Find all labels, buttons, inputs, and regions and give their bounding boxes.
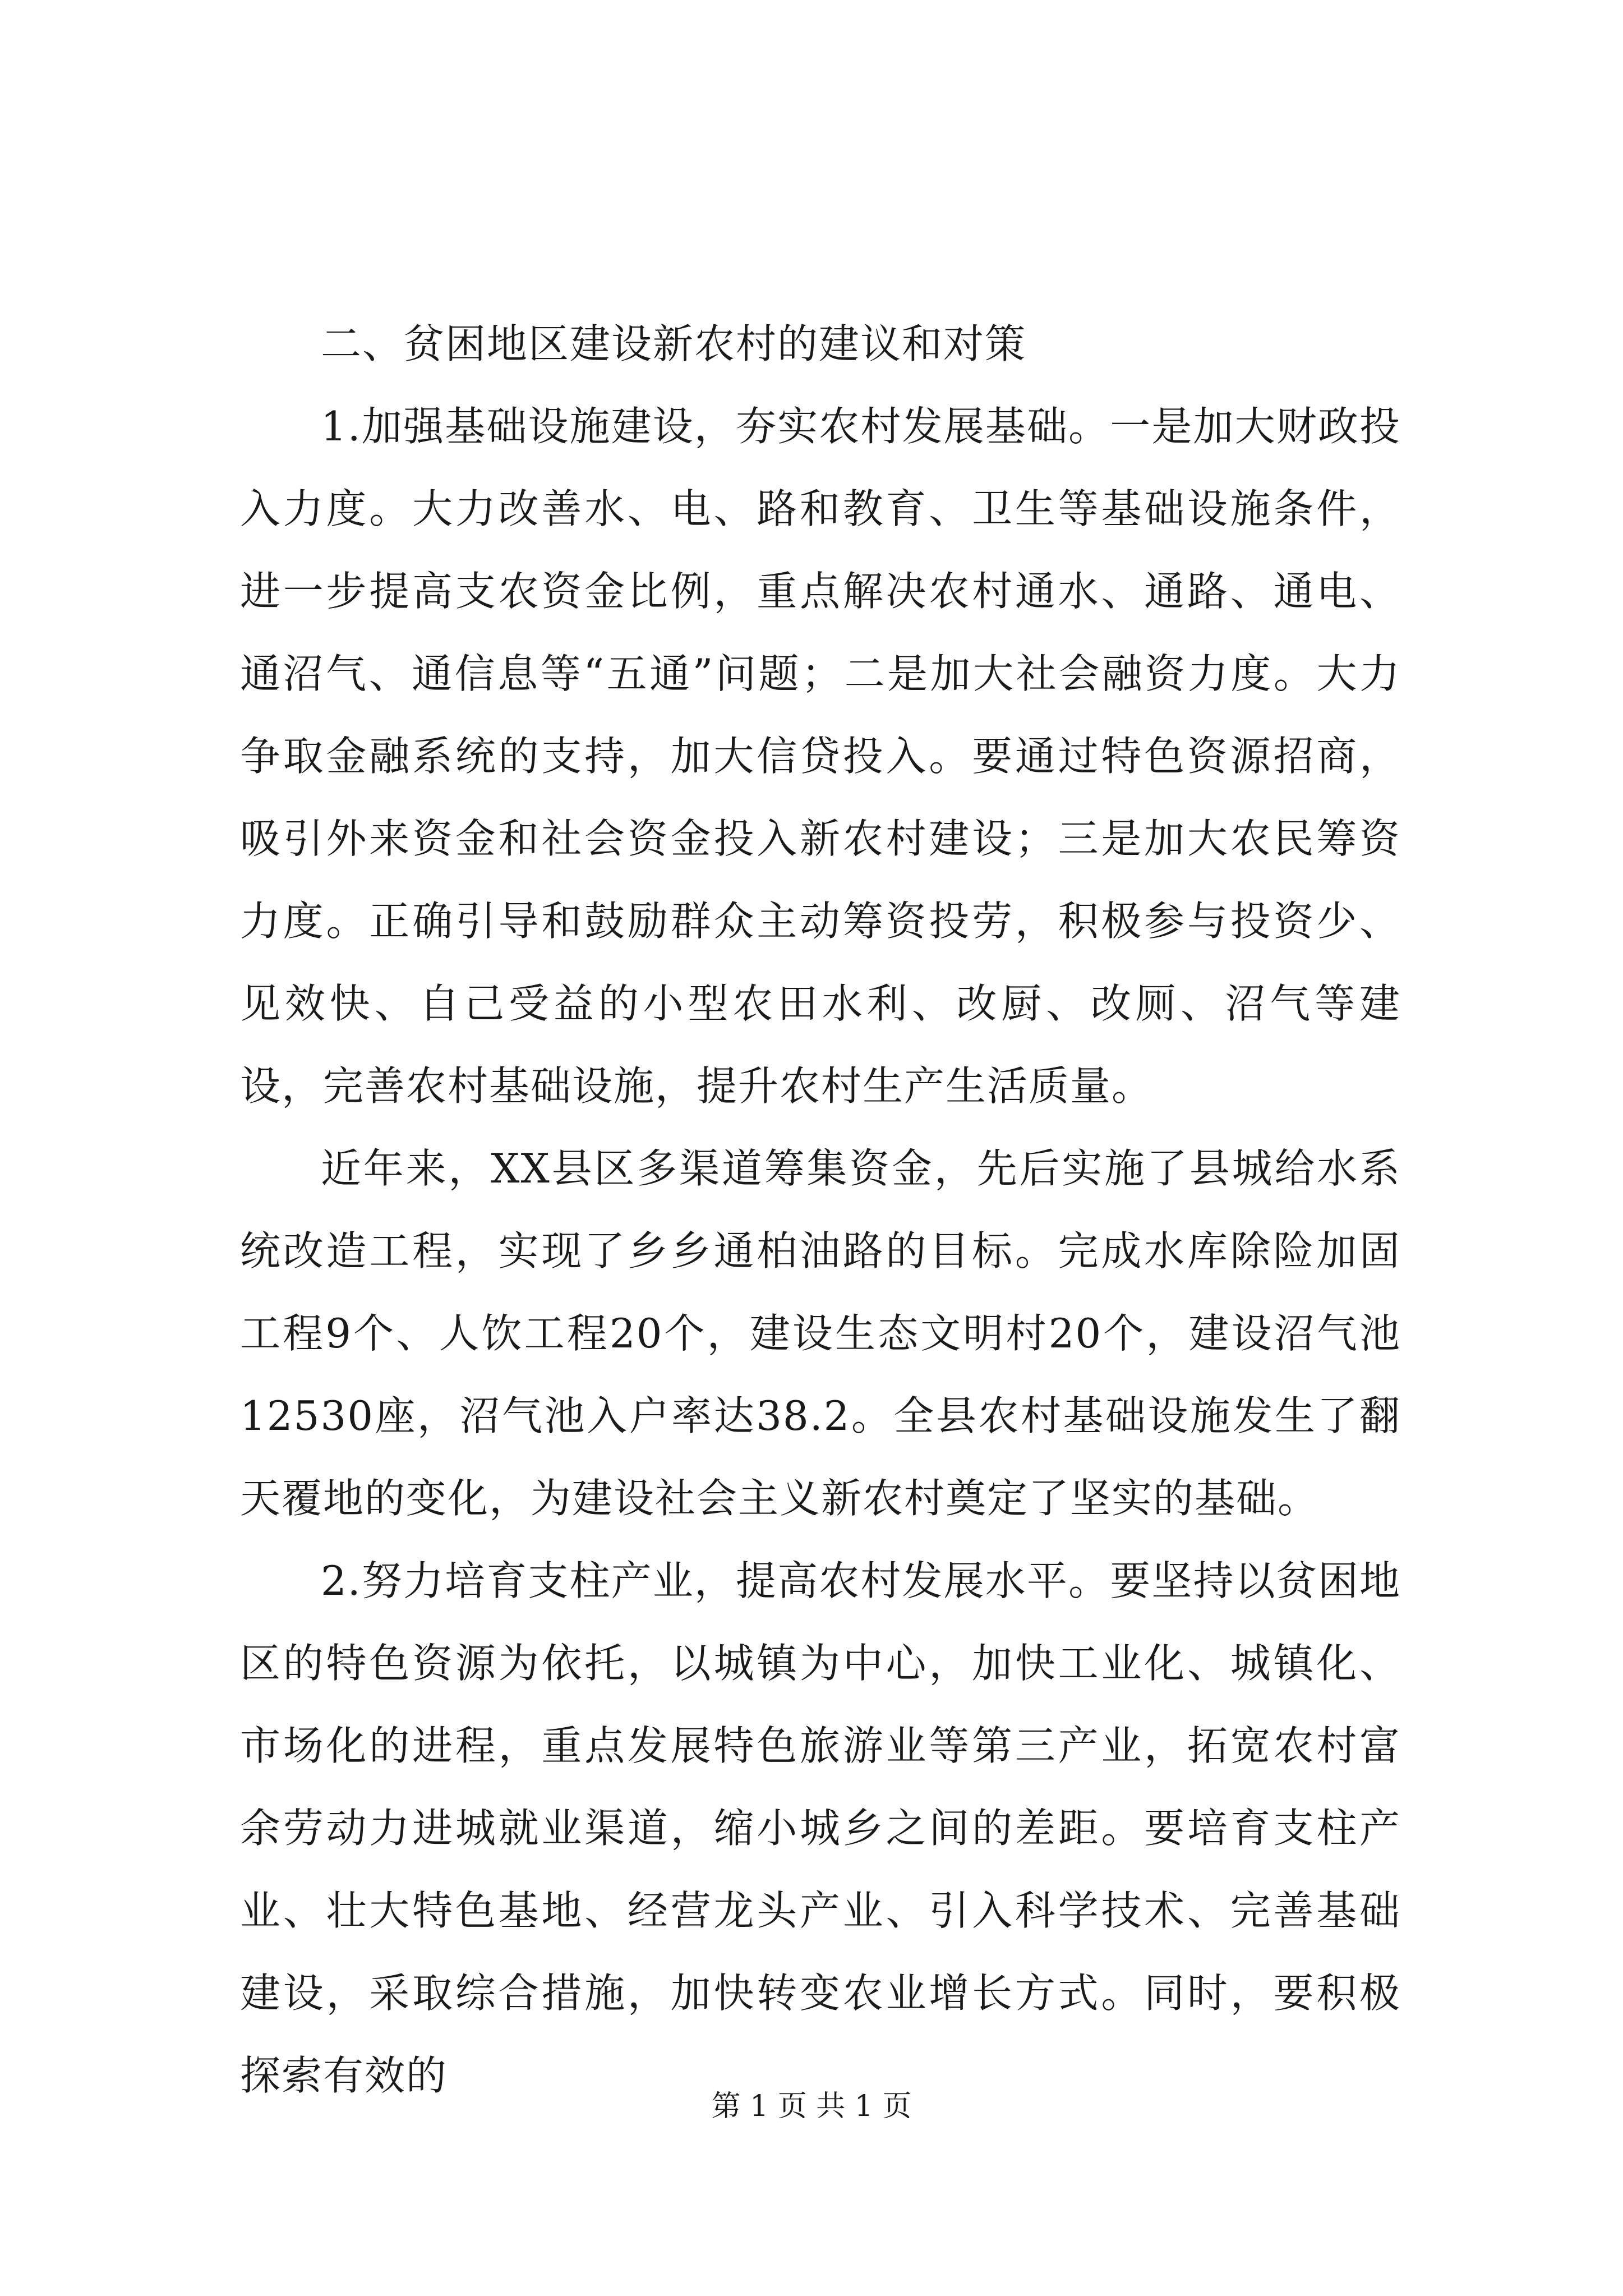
paragraph-county-example: 近年来，XX县区多渠道筹集资金，先后实施了县城给水系统改造工程，实现了乡乡通柏油路的目标。完成水库除险加固工程9个、人饮工程20个，建设生态文明村20个，建设沼气池12530座，沼气池入户率达38.2。全县农村基础设施发生了翻天覆地的变化，为建设社会主义新农村奠定了坚实的基础。 [240,1145,1401,1522]
paragraph-pillar-industry: 2.努力培育支柱产业，提高农村发展水平。要坚持以贫困地区的特色资源为依托，以城镇为中心，加快工业化、城镇化、市场化的进程，重点发展特色旅游业等第三产业，拓宽农村富余劳动力进城就业渠道，缩小城乡之间的差距。要培育支柱产业、壮大特色基地、经营龙头产业、引入科学技术、完善基础建设，采取综合措施，加快转变农业增长方式。同时，要积极探索有效的 [240,1557,1401,2099]
document-body [240,303,1401,2117]
paragraph-infrastructure: 1.加强基础设施建设，夯实农村发展基础。一是加大财政投入力度。大力改善水、电、路和教育、卫生等基础设施条件，进一步提高支农资金比例，重点解决农村通水、通路、通电、通沼气、通信息等“五通”问题；二是加大社会融资力度。大力争取金融系统的支持，加大信贷投入。要通过特色资源招商，吸引外来资金和社会资金投入新农村建设；三是加大农民筹资力度。正确引导和鼓励群众主动筹资投劳，积极参与投资少、见效快、自己受益的小型农田水利、改厨、改厕、沼气等建设，完善农村基础设施，提升农村生产生活质量。 [240,403,1401,1110]
page-footer: 第 1 页 共 1 页 [711,2090,912,2123]
section-heading: 二、贫困地区建设新农村的建议和对策 [321,320,1027,367]
